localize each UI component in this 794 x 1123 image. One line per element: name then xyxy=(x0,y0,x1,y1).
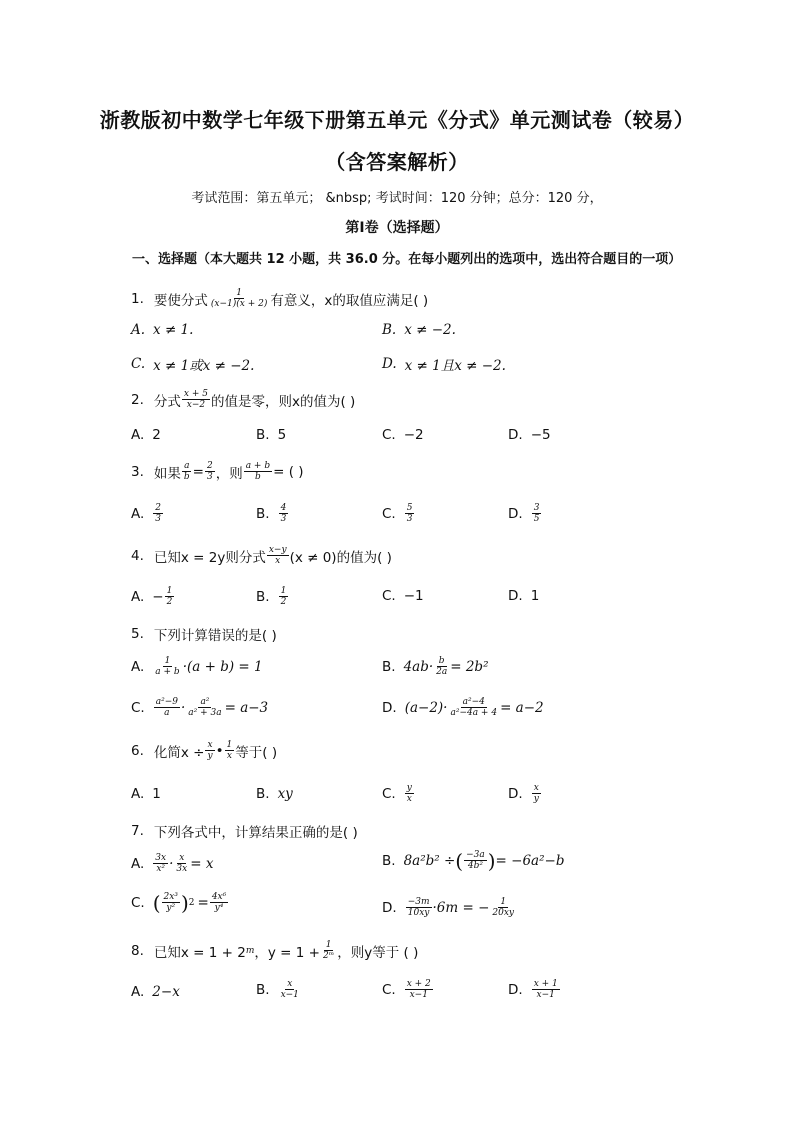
q5-option-a[interactable] xyxy=(131,656,263,677)
question-text: 已知x = 1 + 2 xyxy=(153,944,246,961)
paren-close: ) xyxy=(487,848,496,873)
fraction-denominator: y xyxy=(207,751,213,761)
question-number: 2. xyxy=(131,391,144,408)
option-text: = 2b² xyxy=(450,658,489,675)
q3-option-a[interactable] xyxy=(131,503,164,524)
fraction xyxy=(448,697,499,718)
section-heading: 一、选择题（本大题共 12 小题，共 36.0 分。在每小题列出的选项中，选出符合题目的一项） xyxy=(132,252,682,267)
question-3 xyxy=(131,461,304,482)
exponent: m xyxy=(245,945,255,956)
fraction-denominator: 5 xyxy=(533,514,540,524)
option-text: (a−2)· xyxy=(404,699,448,716)
q8-option-d[interactable] xyxy=(508,979,561,1000)
question-text: • xyxy=(215,742,224,759)
option-label: A. xyxy=(131,588,145,605)
fraction xyxy=(464,850,487,871)
question-text: ，则y等于 ( ) xyxy=(337,944,419,961)
q5-option-d[interactable] xyxy=(382,697,544,718)
fraction-denominator: x−1 xyxy=(409,990,428,1000)
option-text: = a−2 xyxy=(500,699,544,716)
fraction-numerator: 4 xyxy=(280,503,287,513)
option-label: D. xyxy=(382,356,397,372)
question-7 xyxy=(131,821,358,841)
fraction-denominator: a² + 3a xyxy=(188,708,222,718)
question-text: 的值是零，则x的值为( ) xyxy=(210,393,356,410)
fraction-denominator: 2a xyxy=(436,667,448,677)
option-text: ·6m = − xyxy=(432,899,490,916)
option-label: B. xyxy=(256,427,270,443)
q3-option-c[interactable] xyxy=(382,503,415,524)
question-text: (x ≠ 0)的值为( ) xyxy=(289,549,392,566)
q3-option-b[interactable] xyxy=(256,503,289,524)
fraction-denominator: y² xyxy=(166,903,176,913)
question-text: 下列计算错误的是( ) xyxy=(153,628,277,644)
question-5 xyxy=(131,624,277,644)
option-sign: − xyxy=(152,588,164,605)
question-number: 3. xyxy=(131,463,144,480)
fraction-denominator: x² xyxy=(156,864,166,874)
paren-close: ) xyxy=(180,890,189,915)
option-text: = −6a²−b xyxy=(495,852,565,869)
fraction-numerator: 1 xyxy=(500,897,507,907)
fraction-numerator: x + 5 xyxy=(183,389,208,399)
option-label: A. xyxy=(131,855,145,872)
fraction xyxy=(210,892,228,913)
q8-option-c[interactable] xyxy=(382,979,434,1000)
option-text: −5 xyxy=(530,427,551,443)
fraction-numerator: −3a xyxy=(466,850,485,860)
fraction-numerator: 1 xyxy=(164,656,171,666)
q4-option-d[interactable] xyxy=(508,588,539,604)
option-label: C. xyxy=(131,894,145,911)
fraction-denominator: 3x xyxy=(176,864,188,874)
fraction-denominator: a xyxy=(164,708,170,718)
fraction xyxy=(174,853,189,874)
option-label: D. xyxy=(508,785,523,802)
fraction-numerator: 3 xyxy=(533,503,540,513)
fraction xyxy=(532,503,542,524)
q6-option-a[interactable] xyxy=(131,786,161,802)
fraction-numerator: 1 xyxy=(166,586,173,596)
option-label: C. xyxy=(382,505,396,522)
option-label: C. xyxy=(382,785,396,802)
fraction xyxy=(279,586,289,607)
question-text: = xyxy=(192,463,204,480)
fraction-denominator: b xyxy=(255,472,261,482)
fraction xyxy=(182,389,210,410)
fraction xyxy=(186,697,223,718)
q7-option-c[interactable] xyxy=(131,892,229,913)
fraction-numerator: 1 xyxy=(236,288,242,298)
q2-option-b[interactable] xyxy=(256,427,286,443)
fraction-denominator: b xyxy=(183,472,190,482)
fraction-numerator: 4x⁶ xyxy=(211,892,227,902)
question-text: = ( ) xyxy=(273,463,304,480)
fraction-denominator: x−1 xyxy=(280,990,299,1000)
q4-option-c[interactable] xyxy=(382,588,424,604)
fraction-numerator: y xyxy=(406,783,412,793)
q2-option-d[interactable] xyxy=(508,427,551,443)
q6-option-d[interactable] xyxy=(508,783,542,804)
option-text: x ≠ −2. xyxy=(404,322,456,338)
fraction-numerator: 1 xyxy=(226,740,233,750)
option-text: x ≠ 1且x ≠ −2. xyxy=(404,358,506,374)
option-text: 5 xyxy=(277,427,287,443)
question-text: ，则 xyxy=(215,465,243,482)
question-number: 7. xyxy=(131,823,144,839)
question-text: 等于( ) xyxy=(235,744,278,761)
fraction xyxy=(321,940,336,961)
question-1 xyxy=(131,288,428,309)
fraction xyxy=(532,783,541,804)
fraction xyxy=(205,740,214,761)
question-text: 下列各式中，计算结果正确的是( ) xyxy=(153,825,358,841)
fraction-denominator: 3 xyxy=(206,472,213,482)
fraction xyxy=(153,503,163,524)
fraction xyxy=(279,979,301,1000)
equals-sign: = xyxy=(197,894,209,911)
option-label: C. xyxy=(382,588,396,604)
option-label: A. xyxy=(131,984,145,1000)
option-label: A. xyxy=(131,427,145,443)
fraction-denominator: x−2 xyxy=(186,400,206,410)
option-label: D. xyxy=(508,588,523,604)
q2-option-c[interactable] xyxy=(382,427,424,443)
question-text: ，y = 1 + xyxy=(254,944,320,961)
q7-option-b[interactable] xyxy=(382,850,564,871)
option-label: B. xyxy=(256,786,270,802)
fraction-numerator: x xyxy=(533,783,539,793)
fraction xyxy=(406,897,432,918)
question-number: 4. xyxy=(131,547,144,564)
option-label: D. xyxy=(508,981,523,998)
fraction xyxy=(405,979,433,1000)
option-label: C. xyxy=(382,981,396,998)
fraction-numerator: a xyxy=(184,461,190,471)
fraction-denominator: x xyxy=(226,751,232,761)
question-2 xyxy=(131,389,355,410)
fraction xyxy=(153,656,181,677)
fraction-numerator: b xyxy=(438,656,445,666)
fraction xyxy=(209,288,269,309)
option-label: A. xyxy=(131,786,145,802)
option-text: ·(a + b) = 1 xyxy=(182,658,263,675)
option-text: · xyxy=(169,855,174,872)
question-8 xyxy=(131,940,418,961)
fraction-denominator: 3 xyxy=(406,514,413,524)
fraction-denominator: x xyxy=(406,794,412,804)
fraction-numerator: a²−9 xyxy=(155,697,178,707)
fraction-numerator: x + 2 xyxy=(406,979,431,989)
fraction-numerator: a + b xyxy=(245,461,271,471)
option-text: = a−3 xyxy=(224,699,269,716)
q8-option-b[interactable] xyxy=(256,979,302,1000)
option-label: A. xyxy=(131,658,145,675)
option-text: 2−x xyxy=(152,984,180,1000)
option-text: 1 xyxy=(152,786,161,802)
fraction-numerator: a² xyxy=(200,697,210,707)
fraction-denominator: 3 xyxy=(280,514,287,524)
fraction-denominator: a + b xyxy=(155,667,180,677)
fraction-denominator: x xyxy=(275,556,281,566)
fraction-denominator: a²−4a + 4 xyxy=(450,708,498,718)
fraction-denominator: 2 xyxy=(166,597,173,607)
option-text: 4ab· xyxy=(403,658,434,675)
q2-option-a[interactable] xyxy=(131,427,161,443)
fraction-numerator: 1 xyxy=(325,940,332,950)
option-text: = x xyxy=(190,855,214,872)
fraction-numerator: a²−4 xyxy=(462,697,485,707)
option-label: B. xyxy=(256,505,270,522)
q5-option-c[interactable] xyxy=(131,697,268,718)
fraction xyxy=(182,461,192,482)
q6-option-b[interactable] xyxy=(256,786,293,802)
fraction-numerator: −3m xyxy=(407,897,430,907)
fraction-denominator: 3 xyxy=(155,514,162,524)
option-label: C. xyxy=(382,427,396,443)
question-text: 要使分式 xyxy=(153,292,208,309)
paren-open: ( xyxy=(152,890,161,915)
fraction-numerator: x−y xyxy=(268,545,287,555)
fraction xyxy=(205,461,215,482)
fraction xyxy=(162,892,180,913)
option-text: −1 xyxy=(403,588,424,604)
fraction xyxy=(490,897,516,918)
q5-option-b[interactable] xyxy=(382,656,488,677)
fraction-denominator: 2 xyxy=(280,597,287,607)
exam-title-line2: （含答案解析） xyxy=(325,150,469,174)
fraction-numerator: 2x³ xyxy=(163,892,178,902)
option-label: D. xyxy=(382,699,397,716)
fraction xyxy=(165,586,175,607)
q7-option-a[interactable] xyxy=(131,853,213,874)
fraction-numerator: 3x xyxy=(155,853,167,863)
fraction-denominator: 2ᵐ xyxy=(322,951,335,961)
q4-option-a[interactable] xyxy=(131,586,175,607)
fraction-numerator: x xyxy=(287,979,293,989)
option-label: A. xyxy=(131,322,146,338)
option-text: −2 xyxy=(403,427,424,443)
q8-option-a[interactable] xyxy=(131,984,180,1000)
option-text: 1 xyxy=(530,588,540,604)
fraction-numerator: 2 xyxy=(155,503,162,513)
question-6 xyxy=(131,740,277,761)
question-number: 6. xyxy=(131,742,144,759)
option-label: B. xyxy=(382,322,397,338)
fraction-numerator: 1 xyxy=(280,586,287,596)
fraction xyxy=(244,461,272,482)
q4-option-b[interactable] xyxy=(256,586,289,607)
option-text: · xyxy=(180,699,186,716)
fraction-denominator: 4b² xyxy=(467,861,483,871)
option-text: x ≠ 1. xyxy=(153,322,194,338)
fraction-numerator: x + 1 xyxy=(533,979,558,989)
question-number: 8. xyxy=(131,942,144,959)
option-text: xy xyxy=(277,786,293,802)
option-label: D. xyxy=(508,427,523,443)
option-label: B. xyxy=(256,981,270,998)
fraction-denominator: (x−1)(x + 2) xyxy=(210,299,268,309)
q6-option-c[interactable] xyxy=(382,783,415,804)
option-label: D. xyxy=(382,899,397,916)
q1-option-c[interactable] xyxy=(131,354,254,374)
fraction-denominator: 20xy xyxy=(492,908,515,918)
fraction-denominator: y⁴ xyxy=(214,903,224,913)
q7-option-d[interactable] xyxy=(382,897,517,918)
fraction-numerator: x xyxy=(207,740,213,750)
q1-option-d[interactable] xyxy=(382,354,506,374)
question-text: 分式 xyxy=(153,393,181,410)
option-text: x ≠ 1或x ≠ −2. xyxy=(153,358,255,374)
fraction-denominator: 10xy xyxy=(407,908,430,918)
fraction xyxy=(405,503,415,524)
option-label: B. xyxy=(256,588,270,605)
fraction xyxy=(154,697,180,718)
question-number: 5. xyxy=(131,626,144,642)
question-text: 化简x ÷ xyxy=(153,744,205,761)
fraction-numerator: 5 xyxy=(406,503,413,513)
fraction xyxy=(225,740,235,761)
fraction-denominator: y xyxy=(533,794,539,804)
exam-title-line1: 浙教版初中数学七年级下册第五单元《分式》单元测试卷（较易） xyxy=(99,108,695,132)
option-label: B. xyxy=(382,852,396,869)
fraction xyxy=(405,783,414,804)
fraction-numerator: 2 xyxy=(206,461,213,471)
exam-info: 考试范围：第五单元； &nbsp; 考试时间：120 分钟；总分：120 分， xyxy=(191,191,603,206)
option-text: 2 xyxy=(152,427,161,443)
fraction-numerator: x xyxy=(179,853,185,863)
exponent: 2 xyxy=(188,897,195,908)
paren-open: ( xyxy=(455,848,464,873)
fraction xyxy=(153,853,168,874)
option-label: B. xyxy=(382,658,396,675)
question-text: 如果 xyxy=(153,465,181,482)
option-label: C. xyxy=(131,699,145,716)
option-text: 8a²b² ÷ xyxy=(403,852,456,869)
question-4 xyxy=(131,545,392,566)
option-label: C. xyxy=(131,356,146,372)
option-label: D. xyxy=(508,505,523,522)
question-text: 有意义，x的取值应满足( ) xyxy=(270,292,429,309)
fraction xyxy=(267,545,289,566)
fraction-denominator: x−1 xyxy=(536,990,555,1000)
option-label: A. xyxy=(131,505,145,522)
volume-heading: 第Ⅰ卷（选择题） xyxy=(345,220,449,236)
fraction xyxy=(532,979,560,1000)
q1-option-b[interactable] xyxy=(382,322,456,338)
q3-option-d[interactable] xyxy=(508,503,542,524)
question-number: 1. xyxy=(131,290,144,307)
fraction xyxy=(434,656,449,677)
q1-option-a[interactable] xyxy=(131,322,193,338)
question-text: 已知x = 2y则分式 xyxy=(153,549,266,566)
fraction xyxy=(279,503,289,524)
